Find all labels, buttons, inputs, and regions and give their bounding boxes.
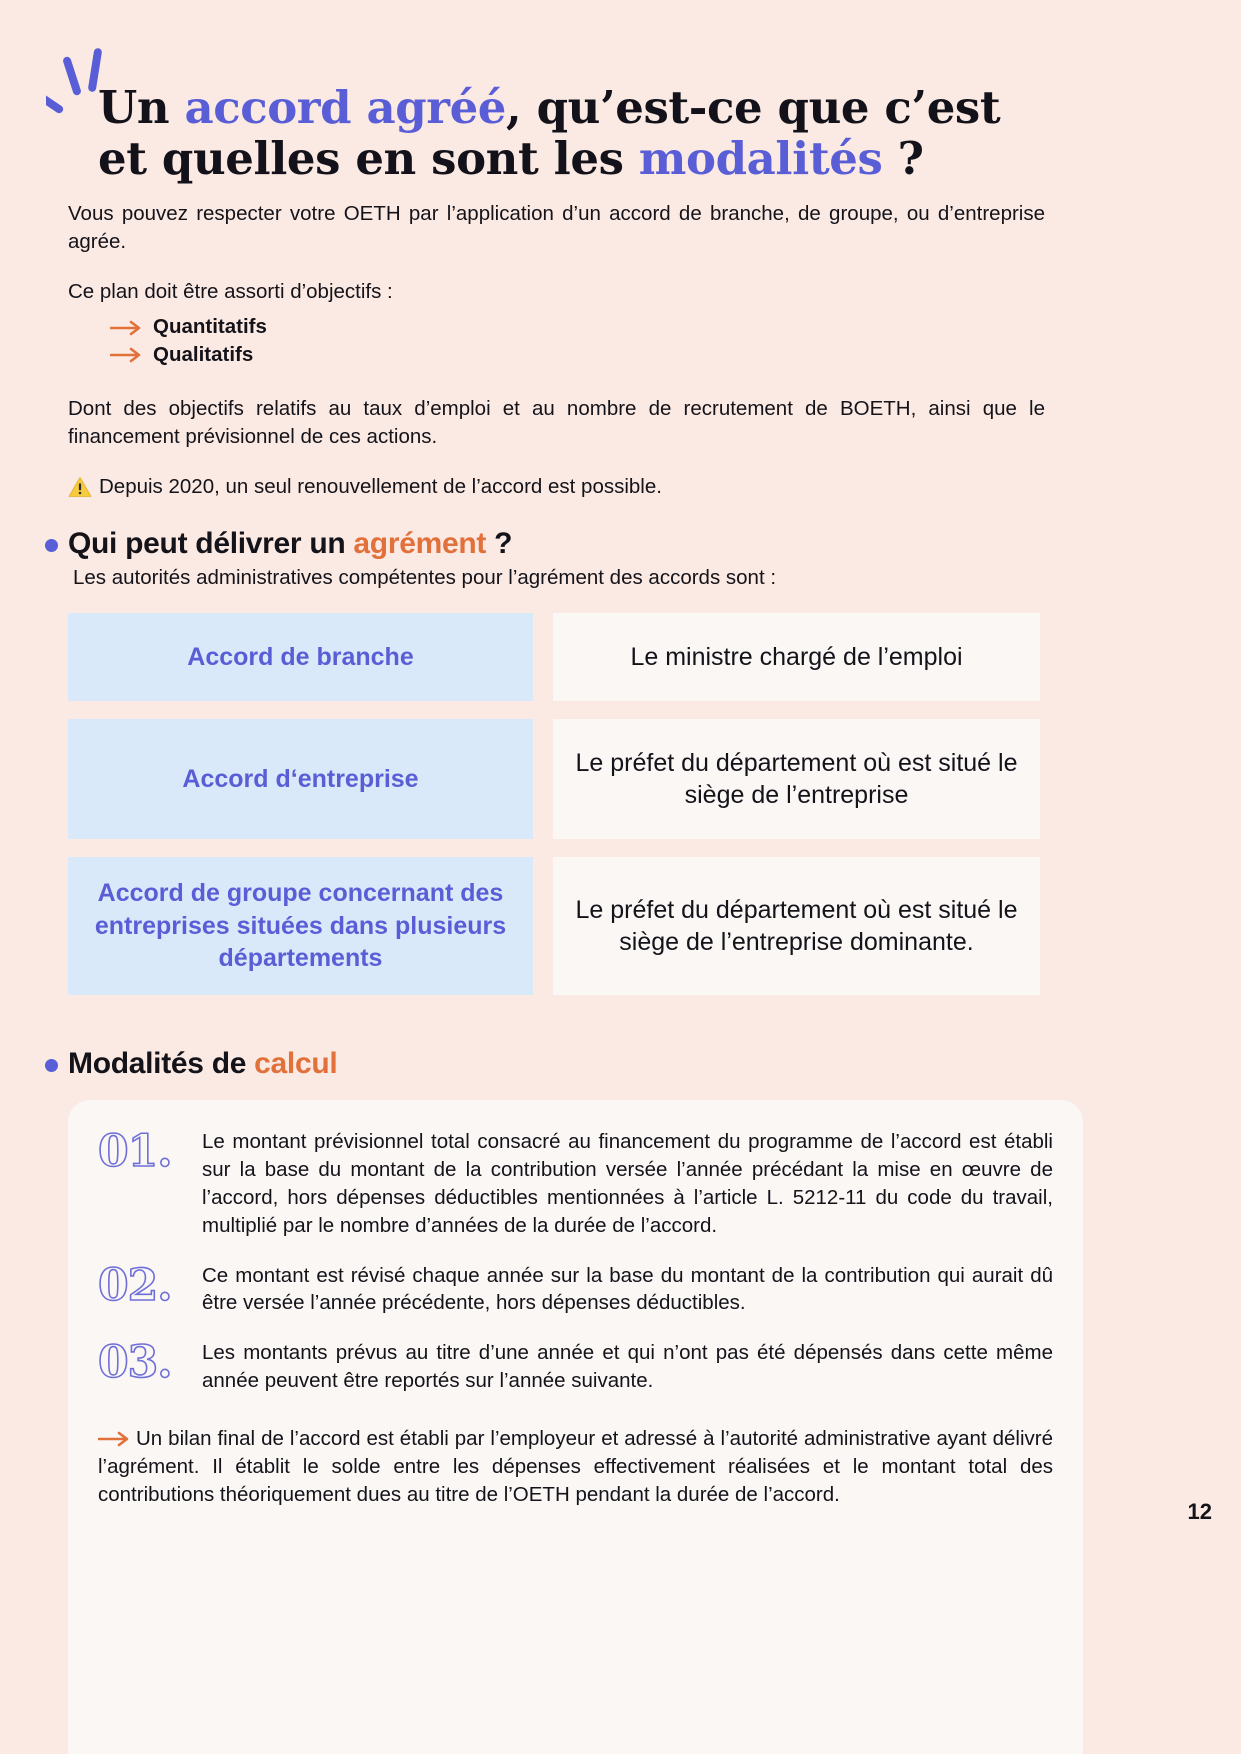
- calculation-number: 02.: [98, 1259, 172, 1311]
- agreement-type-cell: Accord de groupe concernant des entreprises situées dans plusieurs départements: [68, 857, 533, 995]
- title-line2-part2: ?: [882, 132, 924, 186]
- section-heading-part2: ?: [486, 527, 513, 560]
- objective-item: [110, 342, 1045, 369]
- section-heading: [45, 1047, 1045, 1081]
- section-qui-peut-delivrer: [45, 527, 1045, 590]
- table-row: [68, 719, 1040, 839]
- warning-text: Depuis 2020, un seul renouvellement de l’accord est possible.: [99, 474, 662, 498]
- final-note: [98, 1425, 1053, 1509]
- section-modalites-de-calcul: [45, 1047, 1045, 1081]
- calculation-item: [98, 1259, 1053, 1318]
- agreement-table: [68, 613, 1040, 995]
- section-heading-part1: Qui peut délivrer un: [68, 527, 354, 560]
- calculation-number: 03.: [98, 1337, 172, 1389]
- authority-cell: Le préfet du département où est situé le siège de l’entreprise: [553, 719, 1040, 839]
- section-heading-accent: calcul: [254, 1047, 338, 1080]
- page-number: 12: [1187, 1499, 1212, 1524]
- section-subtitle: Les autorités administratives compétentes pour l’agrément des accords sont :: [73, 566, 777, 589]
- calculation-text: Les montants prévus au titre d’une année et qui n’ont pas été dépensés dans cette même année peuvent être reportés sur l’année suivante.: [202, 1341, 1053, 1393]
- intro-paragraph-1: Vous pouvez respecter votre OETH par l’application d’un accord de branche, de groupe, ou d’entreprise agrée.: [68, 202, 1045, 254]
- bullet-dot-icon: [45, 539, 58, 552]
- section-heading-accent: agrément: [353, 527, 487, 560]
- intro-paragraph-2: Ce plan doit être assorti d’objectifs :: [68, 280, 393, 304]
- intro-section: [68, 200, 1045, 500]
- calculation-text: Ce montant est révisé chaque année sur la base du montant de la contribution qui aurait dû être versée l’année précédente, hors dépenses déductibles.: [202, 1263, 1053, 1315]
- spark-icon: [46, 44, 116, 114]
- intro-paragraph-3: Dont des objectifs relatifs au taux d’emploi et au nombre de recrutement de BOETH, ainsi que le financement prévisionnel de ces actions.: [68, 396, 1045, 448]
- title-line1-part1: Un: [98, 81, 185, 134]
- section-heading: [45, 527, 1045, 561]
- section-heading-part1: Modalités de: [68, 1047, 255, 1080]
- title-line2-part1: et quelles en sont les: [98, 132, 639, 186]
- warning-triangle-icon: [68, 475, 92, 499]
- bullet-dot-icon: [45, 1059, 58, 1072]
- arrow-right-icon: [110, 346, 144, 364]
- warning-note: [68, 473, 1045, 501]
- arrow-right-icon: [98, 1428, 132, 1446]
- arrow-right-icon: [110, 319, 144, 337]
- authority-cell: Le ministre chargé de l’emploi: [553, 613, 1040, 701]
- page-title: [98, 82, 1098, 185]
- authority-cell: Le préfet du département où est situé le siège de l’entreprise dominante.: [553, 857, 1040, 995]
- agreement-type-cell: Accord de branche: [68, 613, 533, 701]
- objective-label: Quantitatifs: [153, 315, 267, 339]
- title-line1-accent: accord agréé: [184, 81, 507, 134]
- objectives-list: [110, 314, 1045, 368]
- calculation-card: [68, 1100, 1083, 1754]
- objective-item: [110, 314, 1045, 341]
- calculation-item: [98, 1128, 1053, 1240]
- calculation-number: 01.: [98, 1126, 172, 1177]
- calculation-item: [98, 1339, 1053, 1395]
- title-line2-accent: modalités: [638, 132, 883, 186]
- table-row: [68, 613, 1040, 701]
- agreement-type-cell: Accord d‘entreprise: [68, 719, 533, 839]
- table-row: [68, 857, 1040, 995]
- calculation-text: Le montant prévisionnel total consacré au financement du programme de l’accord est établi sur la base du montant de la contribution versée l’année précédant la mise en œuvre de l’accord, hors dépenses déductibles mentionnées à l’article L. 5212-11 du code du travail, multiplié par le nombre d’années de la durée de l’accord.: [202, 1130, 1053, 1237]
- title-line1-part2: , qu’est-ce que c’est: [506, 81, 1001, 134]
- objective-label: Qualitatifs: [153, 342, 254, 366]
- page-header: [98, 82, 1098, 185]
- final-note-text: Un bilan final de l’accord est établi par l’employeur et adressé à l’autorité administrative ayant délivré l’agrément. Il établit le solde entre les dépenses effectivement réalisées et le montant total des contributions théoriquement dues au titre de l’OETH pendant la durée de l’accord.: [98, 1427, 1053, 1507]
